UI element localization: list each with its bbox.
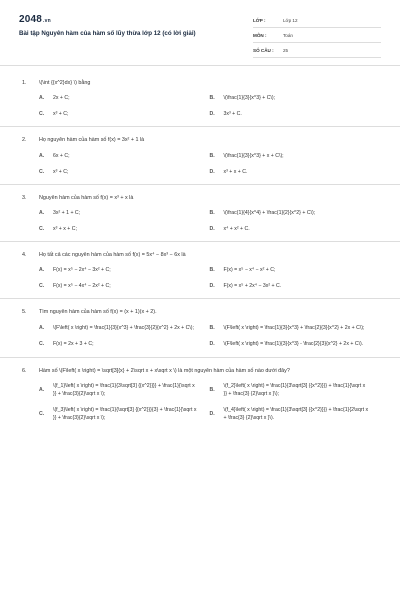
- meta-info: [253, 16, 381, 61]
- option-letter: C.: [39, 168, 45, 175]
- option-letter: B.: [209, 267, 215, 274]
- question-text: Họ tất cả các nguyên hàm của hàm số f(x) = 5x⁴ − 8x³ − 6x là: [39, 251, 186, 258]
- option-letter: B.: [209, 209, 215, 216]
- question: [0, 299, 400, 357]
- option-text: F(x) = x⁵ − 2x⁴ − 3x² + C;: [53, 267, 111, 274]
- option-letter: A.: [39, 209, 45, 216]
- option-text: x³ + C;: [53, 168, 69, 175]
- answer-option[interactable]: [39, 111, 210, 118]
- option-text: x³ + x + C.: [223, 168, 248, 175]
- answer-option[interactable]: [39, 341, 210, 349]
- answer-option[interactable]: [210, 169, 381, 176]
- option-text: 2x + C;: [53, 95, 70, 102]
- meta-value: Lớp 12: [283, 18, 298, 24]
- answer-option[interactable]: [39, 383, 210, 398]
- question-text: \(\int {{x^2}dx} \) bằng: [39, 80, 91, 86]
- answer-option[interactable]: [210, 267, 381, 274]
- answer-option[interactable]: [210, 153, 381, 160]
- option-letter: D.: [209, 225, 215, 232]
- answer-option[interactable]: [210, 383, 381, 398]
- question: [0, 242, 400, 299]
- answer-option[interactable]: [39, 210, 210, 217]
- answer-option[interactable]: [210, 210, 381, 217]
- answer-option[interactable]: [39, 226, 210, 233]
- option-text: \(\frac{1}{3}{x^3} + C\);: [223, 95, 276, 102]
- answer-option[interactable]: [39, 407, 210, 422]
- option-letter: D.: [209, 111, 215, 118]
- option-letter: C.: [39, 225, 45, 232]
- option-text: \(\frac{1}{4}{x^4} + \frac{1}{2}{x^2} + C\);: [223, 209, 316, 216]
- question-text: Tìm nguyên hàm của hàm số f(x) = (x + 1)(x + 2).: [39, 309, 157, 316]
- question-text: Nguyên hàm của hàm số f(x) = x³ + x là: [39, 194, 134, 201]
- option-text: x⁴ + x² + C.: [223, 225, 250, 232]
- meta-row-subject: [253, 31, 381, 43]
- option-letter: C.: [39, 341, 45, 348]
- question-text: Họ nguyên hàm của hàm số f(x) = 3x² + 1 là: [39, 137, 145, 144]
- option-letter: C.: [39, 411, 45, 418]
- question-number: 6.: [22, 367, 27, 374]
- answer-option[interactable]: [39, 95, 210, 102]
- page-header: [0, 0, 400, 66]
- option-text: \(F\left( x \right) = \frac{1}{3}{x^3} + \frac{2}{3}{x^2} + 2x + C\);: [223, 324, 365, 331]
- option-letter: B.: [209, 95, 215, 102]
- option-text: x³ + C;: [53, 111, 69, 118]
- page-title: Bài tập Nguyên hàm của hàm số lũy thừa lớp 12 (có lời giải): [19, 30, 196, 37]
- option-letter: C.: [39, 111, 45, 118]
- answer-option[interactable]: [210, 226, 381, 233]
- question-number: 5.: [22, 309, 27, 316]
- meta-label: MÔN :: [253, 33, 267, 39]
- option-text: F(x) = x⁵ + 2x⁴ − 3x² + C.: [223, 283, 282, 290]
- answer-option[interactable]: [210, 111, 381, 118]
- option-text: 3x² + 1 + C;: [53, 209, 81, 216]
- option-letter: D.: [209, 341, 215, 348]
- option-text: F(x) = x⁵ − x⁴ − x² + C;: [223, 267, 276, 274]
- meta-value: 25: [283, 48, 289, 54]
- site-logo[interactable]: [19, 13, 51, 27]
- answer-option[interactable]: [39, 283, 210, 290]
- option-text: 3x³ + C.: [223, 111, 242, 118]
- option-text: F(x) = x⁵ − 4x⁴ − 2x² + C;: [53, 283, 111, 290]
- question-number: 4.: [22, 251, 27, 258]
- option-text: \(F\left( x \right) = \frac{1}{3}{x^3} + \frac{3}{2}{x^2} + 2x + C\);: [53, 324, 194, 331]
- option-letter: D.: [209, 411, 215, 418]
- meta-row-class: [253, 16, 381, 28]
- question: [0, 185, 400, 242]
- meta-row-question-count: [253, 46, 381, 58]
- answer-option[interactable]: [39, 267, 210, 274]
- option-letter: A.: [39, 386, 45, 393]
- question-number: 1.: [22, 80, 27, 86]
- answer-option[interactable]: [210, 283, 381, 290]
- option-letter: A.: [39, 152, 45, 159]
- answer-option[interactable]: [210, 407, 381, 422]
- question-number: 2.: [22, 137, 27, 144]
- option-text: \(f_3}\left( x \right) = \frac{1}{\sqrt[3] {{x^2}}}{3} + \frac{1}{\sqrt x }} + \frac{3}{2}\sqrt x \);: [53, 407, 197, 421]
- option-letter: D.: [209, 168, 215, 175]
- answer-option[interactable]: [210, 325, 381, 333]
- meta-value: Toán: [283, 33, 293, 39]
- option-letter: A.: [39, 267, 45, 274]
- question: [0, 70, 400, 127]
- meta-label: LỚP :: [253, 18, 266, 24]
- option-letter: A.: [39, 324, 45, 331]
- question: [0, 127, 400, 184]
- logo-main: 2048: [19, 14, 43, 25]
- option-text: 6x + C;: [53, 152, 70, 159]
- answer-option[interactable]: [39, 153, 210, 160]
- option-letter: C.: [39, 283, 45, 290]
- option-letter: A.: [39, 95, 45, 102]
- option-text: \(f_4}\left( x \right) = \frac{1}{3\sqrt[3] {{x^2}}}} + \frac{1}{2\sqrt x + \frac{3} {2}\sqrt x }\).: [223, 407, 369, 421]
- option-letter: B.: [209, 386, 215, 393]
- answer-option[interactable]: [39, 169, 210, 176]
- question: [0, 358, 400, 430]
- option-letter: D.: [209, 283, 215, 290]
- meta-label: SỐ CÂU :: [253, 48, 274, 54]
- option-text: F(x) = 2x + 3 + C;: [53, 341, 94, 348]
- question-number: 3.: [22, 194, 27, 201]
- option-letter: B.: [209, 324, 215, 331]
- option-text: x³ + x + C;: [53, 225, 77, 232]
- option-text: \(f_2}\left( x \right) = \frac{1}{3\sqrt[3] {{x^2}}}} + \frac{1}{\sqrt x }} + \frac{3} {2}\sqrt x }\);: [223, 382, 366, 397]
- question-list: [0, 70, 400, 430]
- option-letter: B.: [209, 152, 215, 159]
- option-text: \(f_1}\left( x \right) = \frac{1}{3\sqrt[3] {{x^2}}}} + \frac{1}{\sqrt x }} + \frac{3}{2}\sqrt x \);: [53, 382, 195, 397]
- logo-suffix: .vn: [43, 18, 51, 24]
- answer-option[interactable]: [210, 341, 381, 349]
- answer-option[interactable]: [210, 95, 381, 102]
- option-text: \(\frac{1}{3}{x^3} + x + C\);: [223, 152, 284, 159]
- option-text: \(F\left( x \right) = \frac{1}{3}{x^3} - \frac{2}{3}{x^2} + 2x + C\).: [223, 341, 364, 348]
- question-text: Hàm số \(F\left( x \right) = \sqrt[3]{x} + 2\sqrt x + x\sqrt x \) là một nguyên hàm của hàm số nào dưới đây?: [39, 367, 290, 374]
- answer-option[interactable]: [39, 325, 210, 333]
